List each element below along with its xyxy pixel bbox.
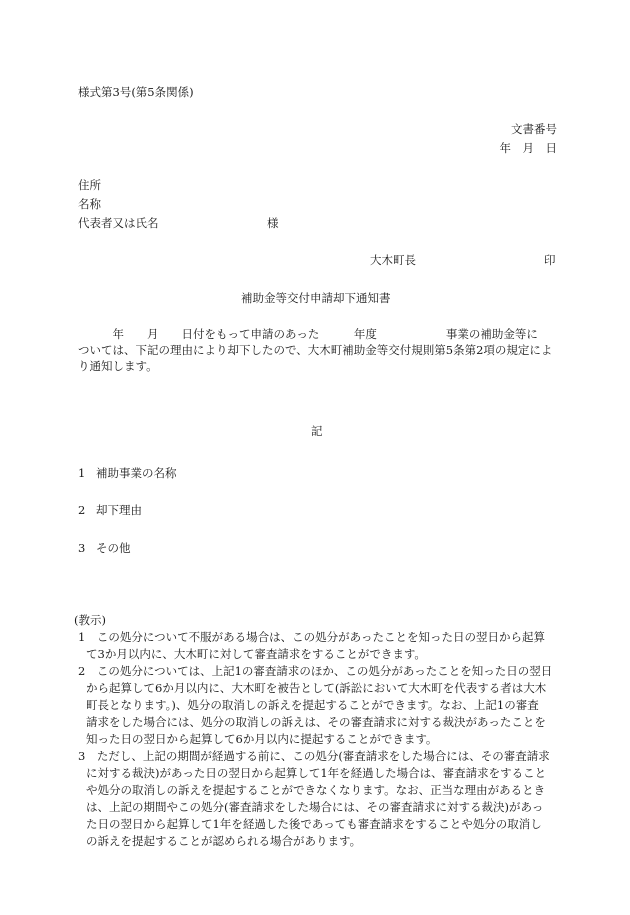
recipient-address-label: 住所 [78,178,101,192]
body-line: 年 月 日付をもって申請のあった 年度 事業の補助金等に [78,327,538,341]
list-item-label: 補助事業の名称 [96,466,177,480]
notice-line: 請求をした場合には、処分の取消しの訴えは、その審査請求に対する裁決があったことを [86,715,546,729]
list-item-number: 3 [78,541,86,555]
list-item [78,540,131,556]
document-number-label: 文書番号 [511,122,557,136]
list-item [78,502,142,518]
notice-line: 町長となります。)、処分の取消しの訴えを提起することができます。なお、上記1の審査 [86,698,539,712]
ki-heading: 記 [311,424,323,438]
list-item-label: その他 [96,541,131,555]
document-title: 補助金等交付申請却下通知書 [241,291,391,305]
notice-line: 知った日の翌日から起算して6か月以内に提起することができます。 [86,732,438,746]
body-paragraph [78,326,558,374]
list-item-label: 却下理由 [96,503,142,517]
list-item-number: 1 [78,466,86,480]
notice-line: 2 この処分については、上記1の審査請求のほか、この処分があったことを知った日の翌日 [78,664,553,678]
seal-mark: 印 [544,253,556,267]
recipient-name-label: 名称 [78,197,101,211]
notice-line: の訴えを提起することが認められる場合があります。 [86,834,362,848]
list-item [78,465,177,481]
notice-header: (教示) [74,613,106,627]
body-line: ついては、下記の理由により却下したので、大木町補助金等交付規則第5条第2項の規定によ [78,343,553,357]
notice-line: から起算して6か月以内に、大木町を被告として(訴訟において大木町を代表する者は大木 [86,681,547,695]
form-number: 様式第3号(第5条関係) [78,85,194,99]
recipient-honorific: 様 [267,216,279,230]
notice-line: た日の翌日から起算して1年を経過した後であっても審査請求をすることや処分の取消し [86,817,542,831]
notice-line: や処分の取消しの訴えを提起することができなくなります。なお、正当な理由があるとき [86,783,546,797]
notice-line: は、上記の期間やこの処分(審査請求をした場合には、その審査請求に対する裁決)があっ [86,800,544,814]
notice-line: 3 ただし、上記の期間が経過する前に、この処分(審査請求をした場合には、その審査請求 [78,749,550,763]
date-label: 年 月 日 [499,141,557,155]
recipient-representative-label: 代表者又は氏名 [78,216,159,230]
list-item-number: 2 [78,503,86,517]
body-line: り通知します。 [78,359,158,373]
notice-line: に対する裁決)があった日の翌日から起算して1年を経過した場合は、審査請求をすること [86,766,547,780]
notice-line: 1 この処分について不服がある場合は、この処分があったことを知った日の翌日から起算 [78,630,545,644]
notice-line: て3か月以内に、大木町に対して審査請求をすることができます。 [86,647,426,661]
sender-title: 大木町長 [370,253,416,267]
